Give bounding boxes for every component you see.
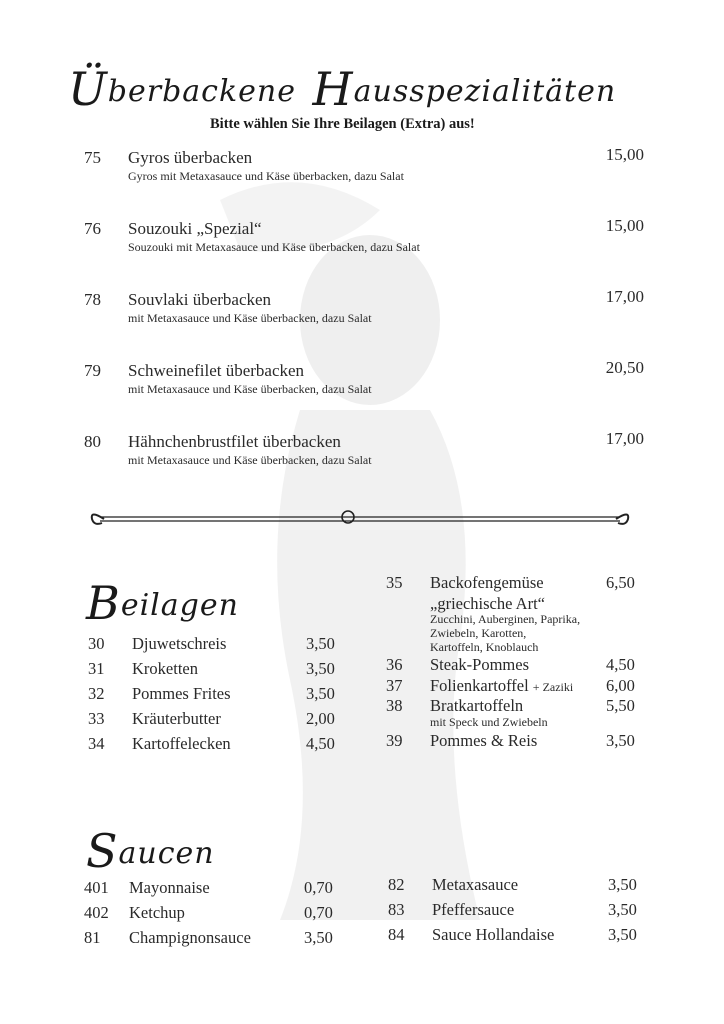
saucen-heading: Saucen: [86, 824, 215, 878]
list-item-desc: Zucchini, Auberginen, Paprika, Zwiebeln, Karotten, Kartoffeln, Knoblauch: [430, 612, 581, 654]
list-item-subtitle: „griechische Art“: [430, 594, 545, 613]
list-item-desc: mit Speck und Zwiebeln: [430, 715, 548, 729]
specials-heading: Überbackene Hausspezialitäten: [68, 62, 617, 116]
menu-page: Überbackene Hausspezialitäten Bitte wählen Sie Ihre Beilagen (Extra) aus! 75 Gyros überbacken Gyros mit Metaxasauce und Käse überbacken, dazu Salat 15,00 76 Souzouki „Spezial“ Souzouki mit Metaxasauce und Käse überbacken, dazu Salat 15,00 78 Souvlaki überbacken mit Metaxasauce und Käse überbacken, dazu Salat 17,00 79 Schweinefilet überbacken mit Metaxasauce und Käse überbacken, dazu Salat 20,50 80 Hähnchenbrustfilet überbacken mit Metaxasauce und Käse überbacken, dazu Salat 17,00 Beilagen 30 Djuwetschreis 3,50 31 Kroketten 3,50 32 Pommes Frites 3,50 33 Kräuterbutter 2,00 34 Kartoffelecken 4,50 35 Backofengemüse 6,50 „griechische Art“ Zucchini, Auberginen, Paprika, Zwiebeln, Karotten, Kartoffeln, Knoblauch 36 Steak-Pommes 4,50 37 Folienkartoffel + Zaziki 6,00 38 Bratkartoffeln 5,50 mit Speck und Zwiebeln 39 Pommes & Reis 3,50 Saucen 401 Mayonnaise 0,70 402 Ketchup 0,70 81 Champignonsauce 3,50 82 Metaxasauce 3,50 83 Pfeffersauce 3,50 84 Sauce Hollandaise 3,50: [68, 62, 644, 947]
ornamental-divider: [86, 506, 634, 532]
specials-subheading: Bitte wählen Sie Ihre Beilagen (Extra) aus!: [210, 116, 475, 132]
beilagen-heading: Beilagen: [86, 576, 239, 630]
